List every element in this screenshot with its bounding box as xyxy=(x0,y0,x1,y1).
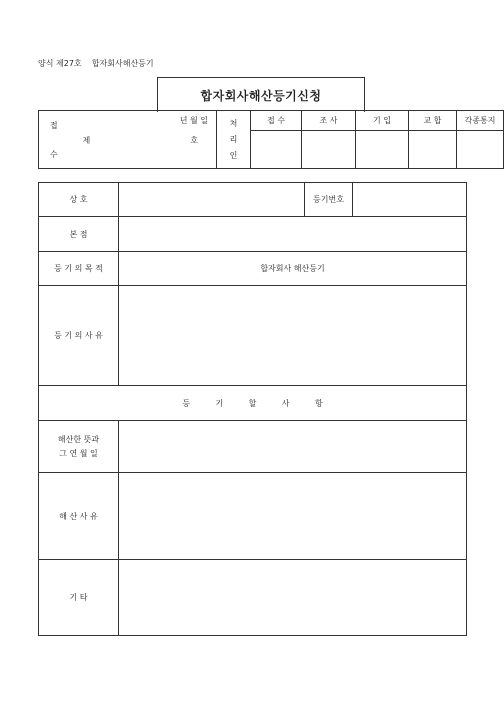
purpose-label: 등 기 의 목 적 xyxy=(39,252,119,286)
dissolution-date-label xyxy=(39,421,119,473)
reception-label-cell xyxy=(39,111,69,169)
reception-label-jeop: 접 xyxy=(49,120,58,130)
processor-char-1: 처 xyxy=(229,118,238,128)
form-name: 합자회사해산등기 xyxy=(91,59,154,68)
reception-number-cell[interactable] xyxy=(69,131,217,151)
page-title: 합자회사해산등기신청 xyxy=(157,77,365,112)
other-label: 기 타 xyxy=(39,560,119,636)
col-header-notices: 각종통지 xyxy=(457,111,504,131)
form-number: 양식 제27호 xyxy=(38,59,82,68)
reception-date-label: 년 월 일 xyxy=(179,116,208,126)
form-header xyxy=(38,58,154,69)
reception-date-cell[interactable] xyxy=(69,111,217,131)
dissolution-label-line-2: 그 연 월 일 xyxy=(59,448,98,458)
reception-number-ho: 호 xyxy=(190,136,198,145)
trade-name-label: 상 호 xyxy=(39,183,119,217)
application-form-table xyxy=(38,182,467,636)
col-header-verification: 교 합 xyxy=(409,111,457,131)
processor-char-2: 리 xyxy=(229,134,238,144)
head-office-field[interactable] xyxy=(119,217,467,252)
dissolution-reason-field[interactable] xyxy=(119,473,467,560)
reception-table xyxy=(38,110,504,169)
reason-label: 등 기 의 사 유 xyxy=(39,286,119,386)
verification-sign-cell[interactable] xyxy=(409,131,457,169)
reception-number-je: 제 xyxy=(82,136,91,145)
col-header-investigation: 조 사 xyxy=(302,111,356,131)
reg-number-field[interactable] xyxy=(353,183,467,217)
reason-field[interactable] xyxy=(119,286,467,386)
receipt-sign-cell[interactable] xyxy=(251,131,302,169)
reception-label-su: 수 xyxy=(49,149,58,159)
processor-label-cell xyxy=(217,111,251,169)
notices-sign-cell[interactable] xyxy=(457,131,504,169)
reception-blank-cell xyxy=(69,151,217,169)
dissolution-date-field[interactable] xyxy=(119,421,467,473)
purpose-value: 합자회사 해산등기 xyxy=(119,252,467,286)
col-header-entry: 기 입 xyxy=(356,111,409,131)
entry-sign-cell[interactable] xyxy=(356,131,409,169)
col-header-receipt: 접 수 xyxy=(251,111,302,131)
reg-number-label: 등기번호 xyxy=(305,183,353,217)
investigation-sign-cell[interactable] xyxy=(302,131,356,169)
dissolution-label-line-1: 해산한 뜻과 xyxy=(57,434,100,444)
matters-heading: 등 기 할 사 항 xyxy=(39,386,467,421)
trade-name-field[interactable] xyxy=(119,183,305,217)
processor-char-3: 인 xyxy=(229,150,238,160)
other-field[interactable] xyxy=(119,560,467,636)
dissolution-reason-label: 해 산 사 유 xyxy=(39,473,119,560)
head-office-label: 본 점 xyxy=(39,217,119,252)
